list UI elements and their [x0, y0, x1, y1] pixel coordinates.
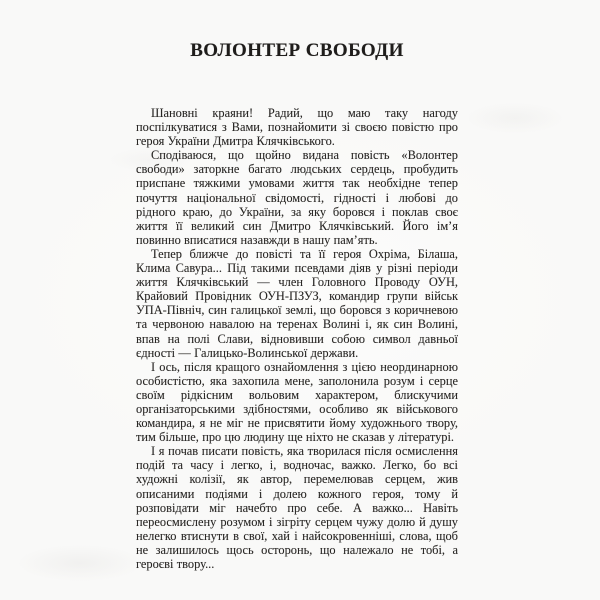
- paragraph-greeting: Шановні краяни! Радий, що маю таку нагоду поспілкуватися з Вами, познайомити зі своєю повістю про героя України Дмитра Клячківського.: [136, 106, 458, 149]
- paragraph-personality: І ось, після кращого ознайомлення з цією неординарною особистістю, яка захопила мене, заполонила розум і серце своїм рідкісним вольовим характером, блискучими організаторськими здібностями, особливо як військового командира, я не міг не присвятити йому художнього твору, тим більше, про цю людину ще ніхто не сказав у літературі.: [136, 359, 458, 445]
- paragraph-writing-process: І я почав писати повість, яка творилася після осмислення подій та часу і легко, і, водночас, важко. Легко, бо всі художні колізії, як автор, перемелював серцем, жив описаними подіями і долею кожного героя, тому й розповідати міг начебто про себе. А важко... Навіть переосмислену розумом і зігріту серцем чужу долю й душу нелегко втиснути в свої, хай і найсокровенніші, слова, щоб не залишилось щось осторонь, що належало не тобі, а героєві твору...: [136, 444, 458, 571]
- page-title: ВОЛОНТЕР СВОБОДИ: [190, 40, 404, 61]
- text-block: [136, 106, 458, 571]
- paragraph-hope: Сподіваюся, що щойно видана повість «Волонтер свободи» заторкне багато людських сердець, пробудить приспане тяжкими умовами життя так необхідне тепер почуття національної свідомості, гідності і любові до рідного краю, до України, за яку боровся і поклав своє життя її великий син Дмитро Клячківський. Його ім’я повинно вписатися назавжди в нашу пам’ять.: [136, 148, 458, 247]
- paragraph-hero-bio: Тепер ближче до повісті та її героя Охріма, Білаша, Клима Савура... Під такими псевдами діяв у різні періоди життя Клячківський — член Головного Проводу ОУН, Крайовий Провідник ОУН-ПЗУЗ, командир групи військ УПА-Північ, син галицької землі, що боровся з коричневою та червоною навалою на теренах Волині і, як син Волині, впав на полі Слави, відновивши собою символ давньої єдності — Галицько-Волинської держави.: [136, 246, 458, 360]
